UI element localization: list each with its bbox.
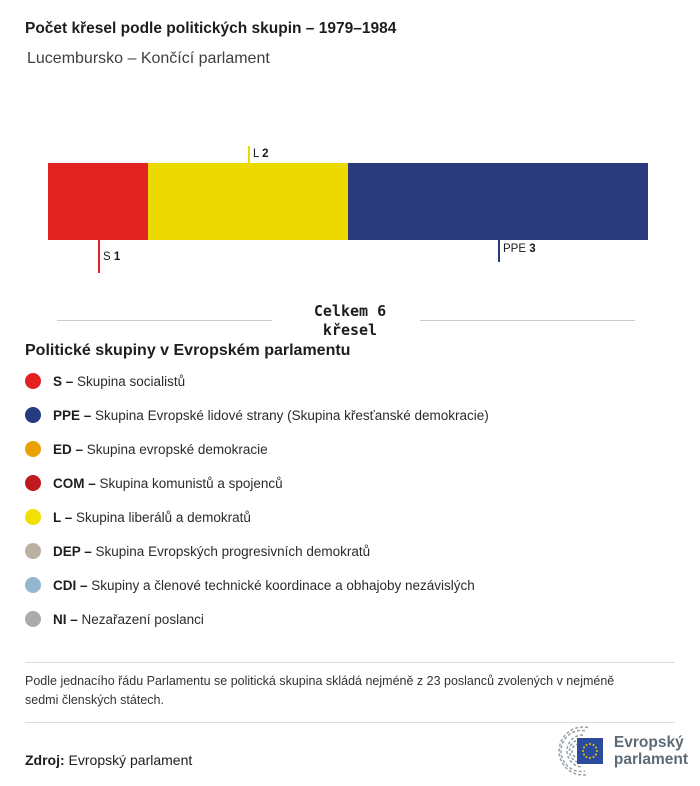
total-seats-line2: křesel bbox=[322, 321, 378, 339]
stacked-seat-bar bbox=[48, 163, 648, 240]
legend-dot-l bbox=[25, 509, 41, 525]
footnote: Podle jednacího řádu Parlamentu se politická skupina skládá nejméně z 23 poslanců zvolených v nejméně sedmi členských státech. bbox=[25, 674, 615, 707]
bar-tick-l bbox=[248, 146, 250, 163]
legend-label-ni: NI – Nezařazení poslanci bbox=[53, 611, 204, 627]
legend-label-ppe: PPE – Skupina Evropské lidové strany (Skupina křesťanské demokracie) bbox=[53, 407, 489, 423]
ep-logo-line2: parlament bbox=[613, 751, 688, 768]
bar-segment-ppe[interactable] bbox=[348, 163, 648, 240]
legend-dot-cdi bbox=[25, 577, 41, 593]
legend-label-s: S – Skupina socialistů bbox=[53, 373, 186, 389]
legend-dot-s bbox=[25, 373, 41, 389]
page-title: Počet křesel podle politických skupin – 1979–1984 bbox=[25, 20, 397, 37]
bar-label-s: S 1 bbox=[103, 251, 121, 263]
legend-item-l bbox=[25, 508, 675, 526]
legend-item-ed bbox=[25, 440, 675, 458]
total-divider-right bbox=[420, 320, 635, 321]
legend-item-cdi bbox=[25, 576, 675, 594]
eu-flag bbox=[577, 738, 603, 764]
source-line bbox=[25, 752, 192, 768]
legend-item-com bbox=[25, 474, 675, 492]
legend-label-ed: ED – Skupina evropské demokracie bbox=[53, 441, 268, 457]
legend-label-l: L – Skupina liberálů a demokratů bbox=[53, 509, 251, 525]
legend-list bbox=[25, 372, 675, 644]
legend-dot-ed bbox=[25, 441, 41, 457]
page-subtitle: Lucembursko – Končící parlament bbox=[27, 50, 270, 67]
bar-label-ppe: PPE 3 bbox=[503, 243, 536, 255]
legend-item-dep bbox=[25, 542, 675, 560]
legend-item-ppe bbox=[25, 406, 675, 424]
bar-segment-s[interactable] bbox=[48, 163, 148, 240]
legend-dot-com bbox=[25, 475, 41, 491]
total-seats-label bbox=[0, 302, 700, 340]
legend-label-cdi: CDI – Skupiny a členové technické koordinace a obhajoby nezávislých bbox=[53, 577, 475, 593]
source-label: Zdroj: bbox=[25, 752, 65, 768]
legend-title: Politické skupiny v Evropském parlamentu bbox=[25, 342, 351, 359]
legend-item-ni bbox=[25, 610, 675, 628]
seat-bar-chart bbox=[0, 140, 700, 285]
legend-dot-dep bbox=[25, 543, 41, 559]
legend-label-dep: DEP – Skupina Evropských progresivních demokratů bbox=[53, 543, 371, 559]
bar-segment-l[interactable] bbox=[148, 163, 348, 240]
ep-logo-line1: Evropský bbox=[613, 734, 684, 751]
source-value: Evropský parlament bbox=[68, 752, 193, 768]
divider-top bbox=[25, 662, 675, 663]
ep-logo-wordmark bbox=[614, 734, 688, 768]
legend-dot-ppe bbox=[25, 407, 41, 423]
bar-tick-s bbox=[98, 240, 100, 273]
total-divider-left bbox=[57, 320, 272, 321]
bar-label-l: L 2 bbox=[253, 148, 269, 160]
legend-label-com: COM – Skupina komunistů a spojenců bbox=[53, 475, 283, 491]
european-parliament-logo bbox=[541, 726, 688, 776]
legend-dot-ni bbox=[25, 611, 41, 627]
bar-tick-ppe bbox=[498, 240, 500, 262]
total-seats-line1: Celkem 6 bbox=[313, 302, 387, 320]
divider-bottom bbox=[25, 722, 675, 723]
legend-item-s bbox=[25, 372, 675, 390]
ep-hemicycle-flag-icon bbox=[541, 726, 605, 776]
